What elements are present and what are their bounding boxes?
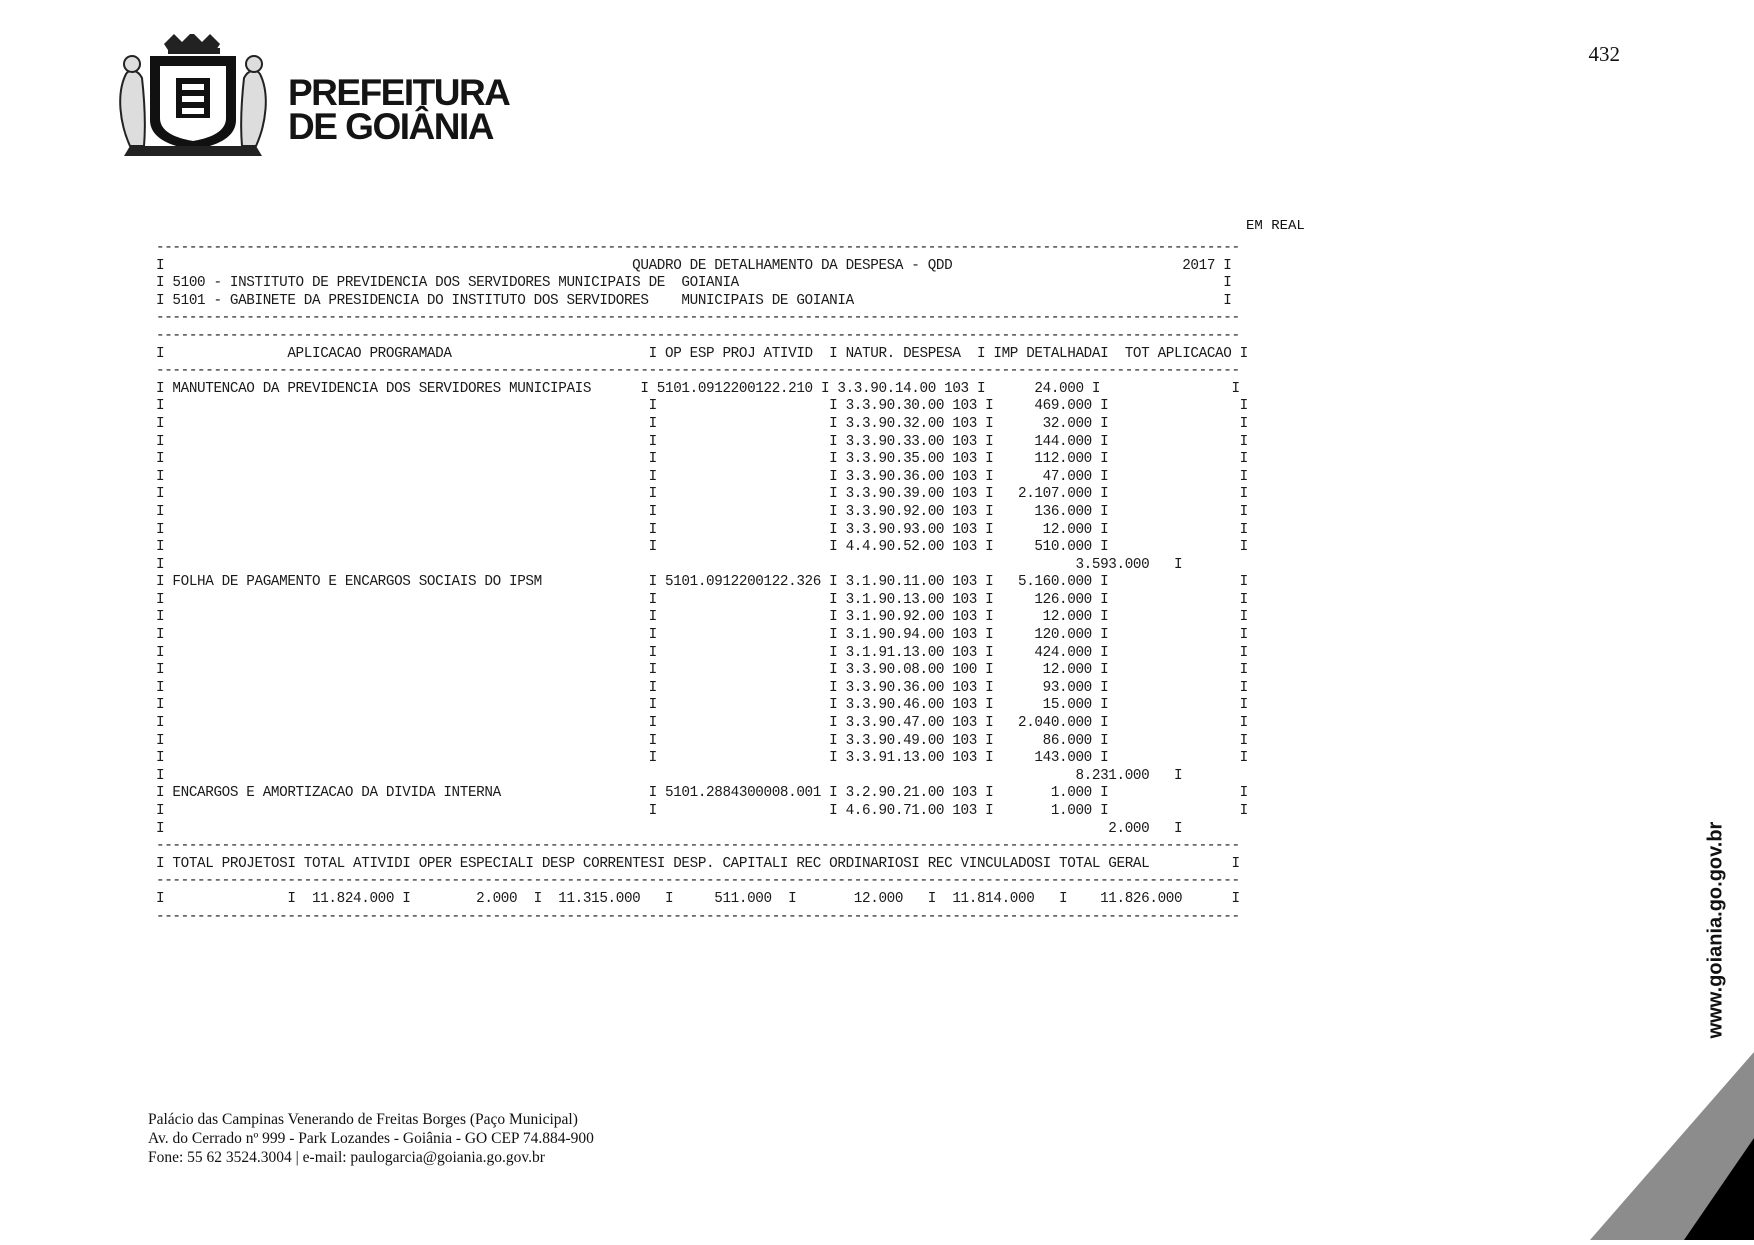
report-line: I TOTAL PROJETOSI TOTAL ATIVIDI OPER ESPECIALI DESP CORRENTESI DESP. CAPITALI REC ORDINARIOSI REC VINCULADOSI TOTAL GERAL I xyxy=(156,855,1240,872)
report-line: I QUADRO DE DETALHAMENTO DA DESPESA - QDD 2017 I xyxy=(156,257,1232,274)
report-line: I I I 3.3.90.32.00 103 I 32.000 I I xyxy=(156,415,1248,432)
report-line: I I I 3.3.90.08.00 100 I 12.000 I I xyxy=(156,662,1248,679)
report-line: I I I 3.3.90.46.00 103 I 15.000 I I xyxy=(156,697,1248,714)
report-line: I I I 3.3.90.47.00 103 I 2.040.000 I I xyxy=(156,715,1248,732)
report-line: I I I 3.1.90.92.00 103 I 12.000 I I xyxy=(156,609,1248,626)
report-line: ------------------------------------------------------------------------------------------------------------------------------------ xyxy=(156,240,1240,256)
report-line: I 3.593.000 I xyxy=(156,556,1183,573)
report-line: I 8.231.000 I xyxy=(156,767,1183,784)
footer-address-line-1: Palácio das Campinas Venerando de Freitas Borges (Paço Municipal) xyxy=(148,1111,578,1128)
report-line: I I I 3.3.91.13.00 103 I 143.000 I I xyxy=(156,750,1248,767)
footer-contact-line: Fone: 55 62 3524.3004 | e-mail: paulogarcia@goiania.go.gov.br xyxy=(148,1149,545,1166)
report-line: I I I 3.3.90.36.00 103 I 93.000 I I xyxy=(156,679,1248,696)
report-line: I I I 3.3.90.36.00 103 I 47.000 I I xyxy=(156,468,1248,485)
wordmark-line-2: DE GOIÂNIA xyxy=(288,106,493,147)
report-line: I 2.000 I xyxy=(156,820,1183,837)
report-line: I ENCARGOS E AMORTIZACAO DA DIVIDA INTERNA I 5101.2884300008.001 I 3.2.90.21.00 103 I 1.000 I I xyxy=(156,785,1248,802)
report-line: I I I 3.3.90.30.00 103 I 469.000 I I xyxy=(156,398,1248,415)
wordmark-line-1: PREFEITURA xyxy=(288,72,510,113)
report-line: ------------------------------------------------------------------------------------------------------------------------------------ xyxy=(156,873,1240,890)
website-url: www.goiania.go.gov.br xyxy=(1704,821,1727,1039)
footer-address-line-2: Av. do Cerrado nº 999 - Park Lozandes - Goiânia - GO CEP 74.884-900 xyxy=(148,1130,594,1147)
footer-address xyxy=(148,1110,594,1167)
currency-note: EM REAL xyxy=(1246,218,1305,234)
corner-decoration xyxy=(1590,1052,1754,1245)
report-line: I I I 3.3.90.35.00 103 I 112.000 I I xyxy=(156,451,1248,468)
report-line: ------------------------------------------------------------------------------------------------------------------------------------ xyxy=(156,363,1240,380)
report-line: I I I 3.3.90.39.00 103 I 2.107.000 I I xyxy=(156,486,1248,503)
report-line: ------------------------------------------------------------------------------------------------------------------------------------ xyxy=(156,838,1240,855)
report-line: I I I 4.6.90.71.00 103 I 1.000 I I xyxy=(156,803,1248,819)
city-coat-of-arms-logo xyxy=(116,34,276,162)
report-line: I I I 3.1.90.94.00 103 I 120.000 I I xyxy=(156,627,1248,644)
city-hall-wordmark xyxy=(288,72,510,147)
report-line: I APLICACAO PROGRAMADA I OP ESP PROJ ATIVID I NATUR. DESPESA I IMP DETALHADAI TOT APLICACAO I xyxy=(156,345,1248,362)
report-line: ------------------------------------------------------------------------------------------------------------------------------------ xyxy=(156,310,1240,327)
page-number: 432 xyxy=(1588,42,1620,66)
qdd-expense-detail-report xyxy=(156,240,1248,926)
report-line: I I I 3.3.90.93.00 103 I 12.000 I I xyxy=(156,521,1248,538)
report-line: ------------------------------------------------------------------------------------------------------------------------------------ xyxy=(156,908,1240,925)
report-line: I I I 4.4.90.52.00 103 I 510.000 I I xyxy=(156,539,1248,556)
report-line: I I I 3.3.90.33.00 103 I 144.000 I I xyxy=(156,433,1248,450)
report-line: I I I 3.1.90.13.00 103 I 126.000 I I xyxy=(156,591,1248,608)
report-line: I I I 3.1.91.13.00 103 I 424.000 I I xyxy=(156,644,1248,661)
report-line: I I I 3.3.90.49.00 103 I 86.000 I I xyxy=(156,732,1248,749)
report-line: I I I 3.3.90.92.00 103 I 136.000 I I xyxy=(156,503,1248,520)
report-line: I MANUTENCAO DA PREVIDENCIA DOS SERVIDORES MUNICIPAIS I 5101.0912200122.210 I 3.3.90.14.00 103 I 24.000 I I xyxy=(156,380,1240,397)
report-line: I I 11.824.000 I 2.000 I 11.315.000 I 511.000 I 12.000 I 11.814.000 I 11.826.000 I xyxy=(156,890,1240,907)
report-line: I FOLHA DE PAGAMENTO E ENCARGOS SOCIAIS DO IPSM I 5101.0912200122.326 I 3.1.90.11.00 103 I 5.160.000 I I xyxy=(156,574,1248,591)
report-line: I 5101 - GABINETE DA PRESIDENCIA DO INSTITUTO DOS SERVIDORES MUNICIPAIS DE GOIANIA I xyxy=(156,292,1232,309)
report-line: I 5100 - INSTITUTO DE PREVIDENCIA DOS SERVIDORES MUNICIPAIS DE GOIANIA I xyxy=(156,275,1232,292)
report-line: ------------------------------------------------------------------------------------------------------------------------------------ xyxy=(156,327,1240,344)
